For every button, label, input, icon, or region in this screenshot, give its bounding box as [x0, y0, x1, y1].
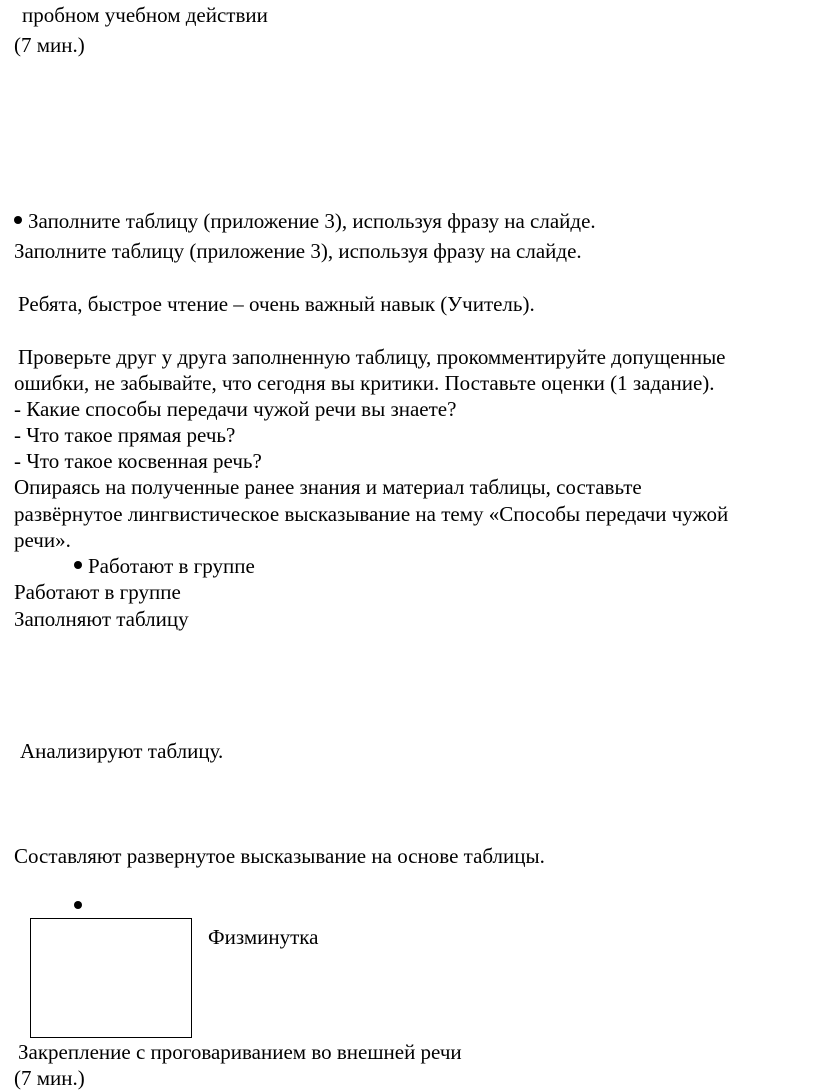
text-line: Работают в группе — [88, 554, 255, 578]
bullet-line — [14, 208, 596, 234]
text-line: (7 мин.) — [14, 33, 85, 57]
text-line: Проверьте друг у друга заполненную таблицу, прокомментируйте допущенные — [18, 345, 726, 369]
bullet-icon — [14, 216, 22, 224]
text-line: Составляют развернутое высказывание на основе таблицы. — [14, 844, 545, 868]
text-line: пробном учебном действии — [22, 3, 268, 27]
text-line: речи». — [14, 528, 71, 552]
text-line: Заполните таблицу (приложение 3), используя фразу на слайде. — [14, 239, 582, 263]
text-line: Закрепление с проговариванием во внешней речи — [18, 1040, 462, 1064]
text-line: Анализируют таблицу. — [20, 739, 224, 763]
text-line: (7 мин.) — [14, 1066, 85, 1090]
text-line: - Какие способы передачи чужой речи вы знаете? — [14, 397, 457, 421]
text-line: развёрнутое лингвистическое высказывание на тему «Способы передачи чужой — [14, 502, 729, 526]
text-line: Работают в группе — [14, 580, 181, 604]
bullet-icon — [74, 901, 82, 909]
image-placeholder-box — [30, 918, 192, 1038]
text-line: Ребята, быстрое чтение – очень важный навык (Учитель). — [18, 292, 535, 316]
text-line: Опираясь на полученные ранее знания и материал таблицы, составьте — [14, 475, 642, 499]
text-line: ошибки, не забывайте, что сегодня вы критики. Поставьте оценки (1 задание). — [14, 371, 715, 395]
text-line: Заполните таблицу (приложение 3), используя фразу на слайде. — [28, 209, 596, 233]
text-line: - Что такое прямая речь? — [14, 423, 236, 447]
bullet-line — [74, 553, 255, 579]
text-line: Заполняют таблицу — [14, 607, 189, 631]
bullet-icon — [74, 561, 82, 569]
text-line: - Что такое косвенная речь? — [14, 449, 262, 473]
text-line: Физминутка — [208, 925, 319, 949]
